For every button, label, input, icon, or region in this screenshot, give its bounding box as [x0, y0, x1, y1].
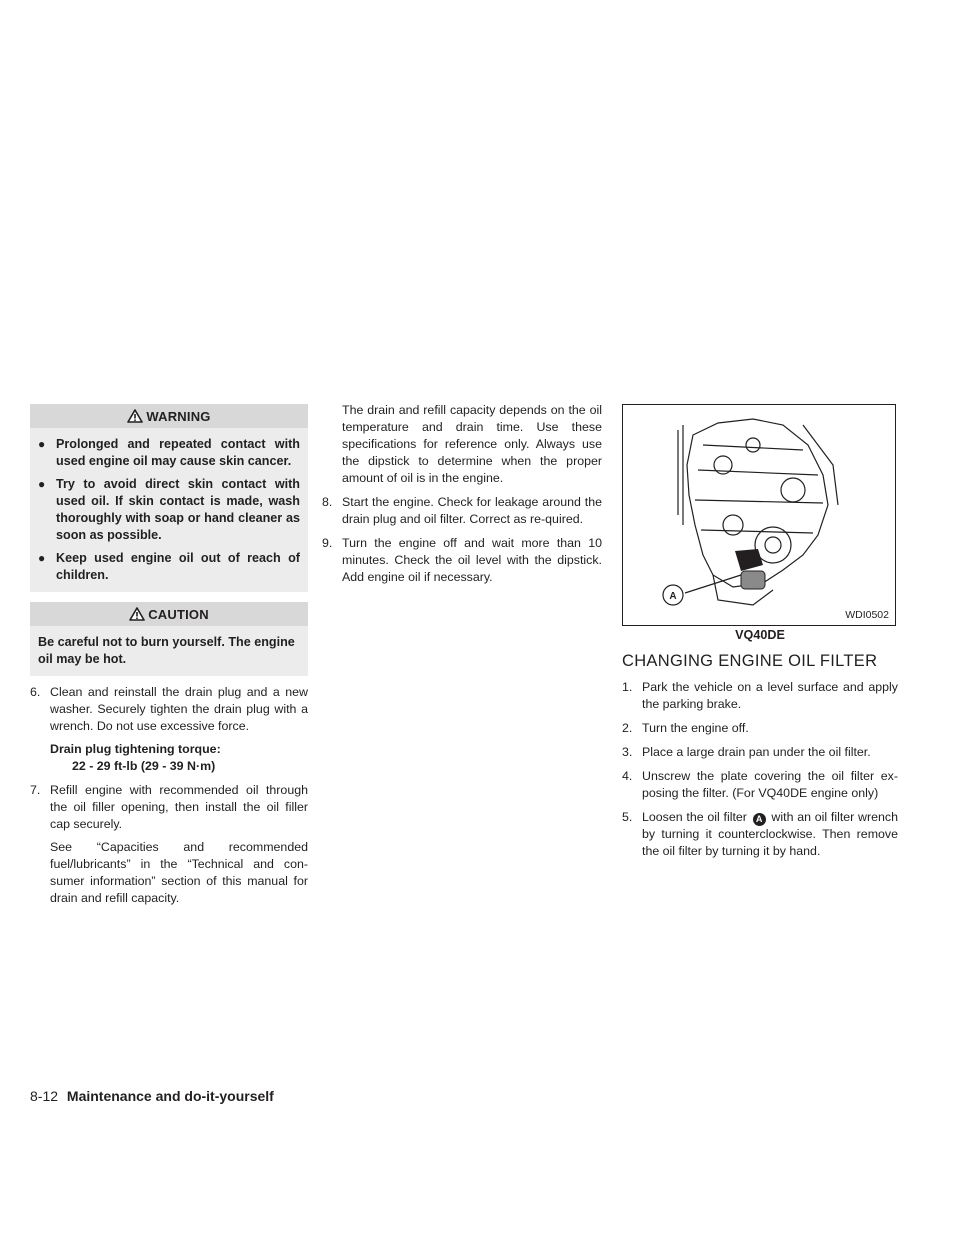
filter-step-1: 1. Park the vehicle on a level surface and apply the parking brake.	[622, 680, 898, 711]
warning-box	[30, 404, 308, 592]
caution-body	[30, 626, 308, 676]
warning-item: ● Try to avoid direct skin contact with used oil. If skin contact is made, wash thoroughly with soap or hand cleaner as soon as possible.	[38, 477, 300, 542]
caution-text: Be careful not to burn yourself. The engine oil may be hot.	[38, 635, 295, 666]
page-number: 8-12	[30, 1088, 59, 1104]
step-7-continued: The drain and refill capacity depends on the oil temperature and drain time. Use these specifications for reference only. Always use the dipstick to determine when the proper amount of oil is in the engine.	[342, 403, 602, 485]
figure-caption: VQ40DE	[735, 628, 785, 642]
bullet-icon: ●	[38, 437, 46, 451]
filter-steps	[622, 679, 898, 860]
figure-code: WDI0502	[845, 609, 889, 621]
right-column	[622, 404, 898, 867]
caution-triangle-icon	[129, 607, 145, 621]
caution-header	[30, 602, 308, 626]
filter-step-4: 4. Unscrew the plate covering the oil filter ex-posing the filter. (For VQ40DE engine only)	[622, 769, 898, 800]
warning-item: ● Keep used engine oil out of reach of children.	[38, 551, 300, 582]
torque-value: 22 - 29 ft-lb (29 - 39 N·m)	[72, 759, 216, 773]
torque-label: Drain plug tightening torque:	[50, 742, 221, 756]
filter-step-2: 2. Turn the engine off.	[622, 721, 749, 735]
warning-triangle-icon	[127, 409, 143, 423]
bullet-icon: ●	[38, 551, 46, 565]
warning-item: ● Prolonged and repeated contact with used engine oil may cause skin cancer.	[38, 437, 300, 468]
section-title: CHANGING ENGINE OIL FILTER	[622, 652, 878, 670]
engine-illustration	[622, 404, 896, 626]
engine-drawing	[623, 405, 894, 624]
section-name: Maintenance and do-it-yourself	[66, 1088, 274, 1104]
page-footer	[30, 1088, 274, 1104]
filter-step-3: 3. Place a large drain pan under the oil filter.	[622, 745, 871, 759]
caution-title: CAUTION	[148, 606, 209, 622]
bullet-icon: ●	[38, 477, 46, 491]
warning-body	[30, 428, 308, 592]
left-column	[30, 404, 308, 914]
step-7: 7. Refill engine with recommended oil through the oil filler opening, then install the oil filler cap securely. See “Capacities and recommended fuel/lubricants” in the “Technical and con-sumer information” section of this manual for drain and refill capacity.	[30, 783, 308, 905]
caution-box	[30, 602, 308, 676]
step-9: 9. Turn the engine off and wait more than 10 minutes. Check the oil level with the dipstick. Add engine oil if necessary.	[322, 536, 602, 584]
step-8: 8. Start the engine. Check for leakage around the drain plug and oil filter. Correct as re-quired.	[322, 495, 602, 526]
step-6: 6. Clean and reinstall the drain plug and a new washer. Securely tighten the drain plug with a wrench. Do not use excessive force. Drain plug tightening torque: 22 - 29 ft-lb (29 - 39 N·m)	[30, 685, 308, 773]
middle-column	[322, 404, 602, 593]
warning-title: WARNING	[146, 408, 211, 424]
callout-a-icon: A	[753, 813, 766, 826]
warning-header	[30, 404, 308, 428]
filter-step-5: 5. Loosen the oil filter A with an oil filter wrench by turning it counterclockwise. Then remove the oil filter by turning it by hand.	[622, 810, 898, 858]
callout-a-label: A	[669, 591, 677, 602]
steps-6-7	[30, 684, 308, 907]
